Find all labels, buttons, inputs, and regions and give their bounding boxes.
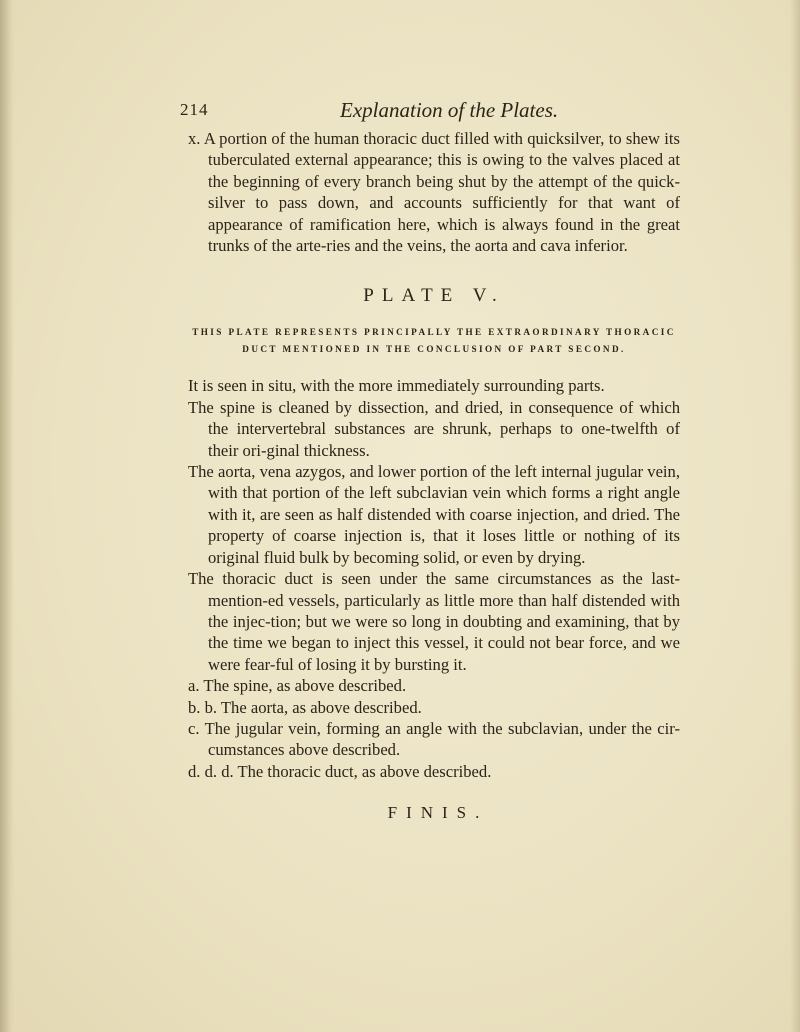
page-number: 214 [180,100,209,119]
page-header [0,98,800,128]
plate-subtitle-line-2: DUCT MENTIONED IN THE CONCLUSION OF PART SECOND. [242,344,626,355]
body-text [188,128,680,824]
legend-item: d. d. d. The thoracic duct, as above described. [188,761,492,781]
page-binding-edge [0,0,14,1032]
page-outer-edge [790,0,800,1032]
running-title: Explanation of the Plates. [340,98,559,122]
legend-item: c. The jugular vein, forming an angle with the subclavian, under the cir-cumstances above described. [188,718,680,760]
paragraph: The aorta, vena azygos, and lower portion of the left internal jugular vein, with that portion of the left subclavian vein which forms a right angle with it, are seen as half distended with coarse injection, and dried. The property of coarse injection is, that it loses little or nothing of its original fluid bulk by becoming solid, or even by drying. [188,462,680,567]
paragraph: It is seen in situ, with the more immediately surrounding parts. [188,376,605,396]
legend-item: b. b. The aorta, as above described. [188,697,422,717]
legend-item: a. The spine, as above described. [188,676,407,696]
paragraph: The spine is cleaned by dissection, and dried, in consequence of which the intervertebral substances are shrunk, perhaps to one-twelfth of their ori-ginal thickness. [188,397,680,460]
plate-title: PLATE V. [363,285,505,307]
finis: FINIS. [387,803,489,823]
entry-x: x. A portion of the human thoracic duct filled with quicksilver, to shew its tuberculated external appearance; this is owing to the valves placed at the beginning of every branch being shut by the attempt of the quick-silver to pass down, and accounts sufficiently for that want of appearance of ramification here, which is always found in the great trunks of the arte-ries and the veins, the aorta and cava inferior. [188,129,680,256]
plate-subtitle [188,324,680,358]
plate-subtitle-line-1: THIS PLATE REPRESENTS PRINCIPALLY THE EXTRAORDINARY THORACIC [192,327,676,338]
paragraph: The thoracic duct is seen under the same circumstances as the last-mention-ed vessels, particularly as little more than half distended with the injec-tion; but we were so long in doubting and examining, that by the time we began to inject this vessel, it could not bear force, and we were fear-ful of losing it by bursting it. [188,569,680,674]
